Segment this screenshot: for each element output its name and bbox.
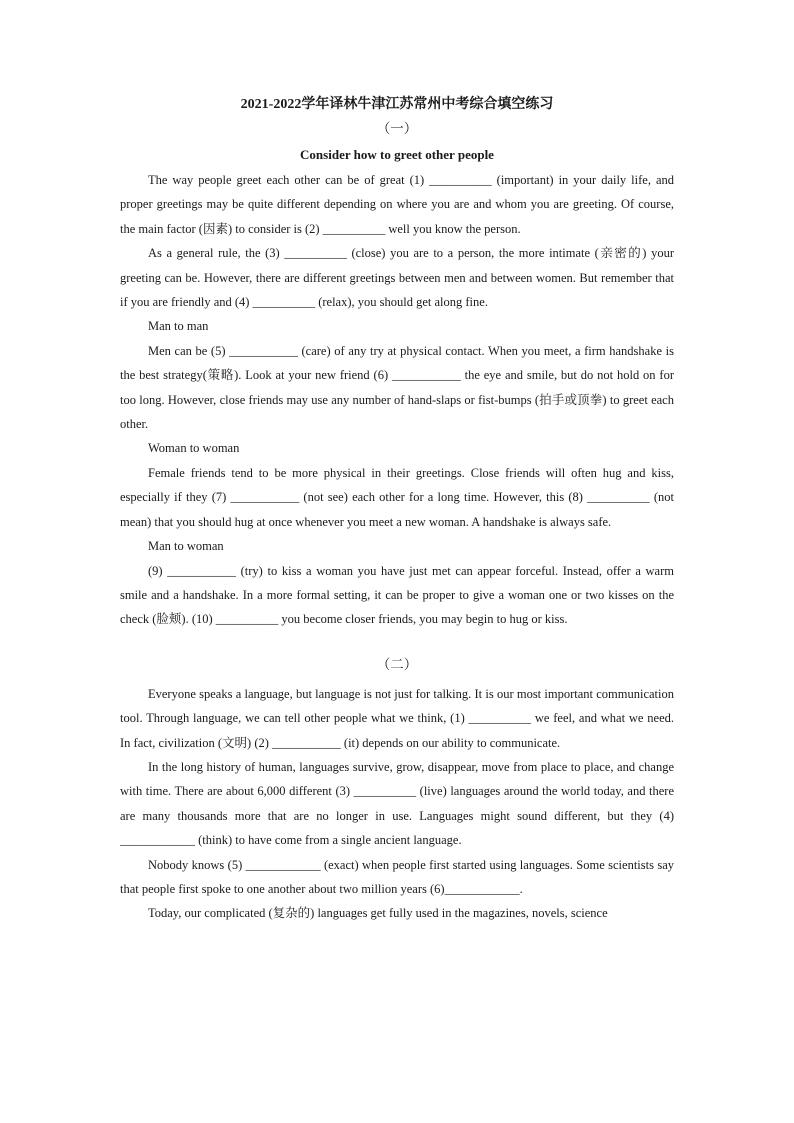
passage-2-paragraph-1: Everyone speaks a language, but language is not just for talking. It is our most important communication tool. Through language, we can tell other people what we think, (1) __________ we feel, and what we need. In fact, civilization (文明) (2) ___________ (it) depends on our ability to communicate. (120, 686, 674, 750)
passage-1-heading-man-to-man: Man to man (148, 319, 209, 334)
section-1-label: （一） (376, 121, 418, 136)
document-content (120, 96, 674, 926)
document-title: 2021-2022学年译林牛津江苏常州中考综合填空练习 (240, 97, 554, 112)
passage-1-paragraph-5: (9) ___________ (try) to kiss a woman you have just met can appear forceful. Instead, offer a warm smile and a handshake. In a more formal setting, it can be proper to give a woman one or two kisses on the check (脸颊). (10) __________ you become closer friends, you may begin to hug or kiss. (120, 563, 674, 627)
passage-2-paragraph-2: In the long history of human, languages survive, grow, disappear, move from place to place, and change with time. There are about 6,000 different (3) __________ (live) languages around the world today, and there are many thousands more that are no longer in use. Languages might sound different, but they (4) ____________ (think) to have come from a single ancient language. (120, 759, 674, 848)
section-gap (120, 632, 674, 656)
passage-2-paragraph-4: Today, our complicated (复杂的) languages get fully used in the magazines, novels, science (148, 906, 608, 921)
passage-1-title: Consider how to greet other people (300, 147, 494, 162)
passage-1-heading-woman-to-woman: Woman to woman (148, 441, 240, 456)
passage-1-paragraph-3: Men can be (5) ___________ (care) of any try at physical contact. When you meet, a firm handshake is the best strategy(策略). Look at your new friend (6) ___________ the eye and smile, but do not hold on for too long. However, close friends may use any number of hand-slaps or fist-bumps (拍手或顶拳) to greet each other. (120, 343, 674, 432)
passage-1-paragraph-2: As a general rule, the (3) __________ (close) you are to a person, the more intimate (亲密的) your greeting can be. However, there are different greetings between men and between women. But remember that if you are friendly and (4) __________ (relax), you should get along fine. (120, 246, 674, 310)
passage-2-paragraph-3: Nobody knows (5) ____________ (exact) when people first started using languages. Some scientists say that people first spoke to one another about two million years (6)____________. (120, 857, 674, 896)
section-2-label: （二） (376, 656, 418, 672)
passage-1-heading-man-to-woman: Man to woman (148, 539, 224, 554)
passage-1-paragraph-1: The way people greet each other can be of great (1) __________ (important) in your daily life, and proper greetings may be quite different depending on where you are and whom you are greeting. Of course, the main factor (因素) to consider is (2) __________ well you know the person. (120, 173, 674, 236)
passage-1-paragraph-4: Female friends tend to be more physical in their greetings. Close friends will often hug and kiss, especially if they (7) ___________ (not see) each other for a long time. However, this (8) __________ (not mean) that you should hug at once whenever you meet a new woman. A handshake is always safe. (120, 465, 674, 529)
